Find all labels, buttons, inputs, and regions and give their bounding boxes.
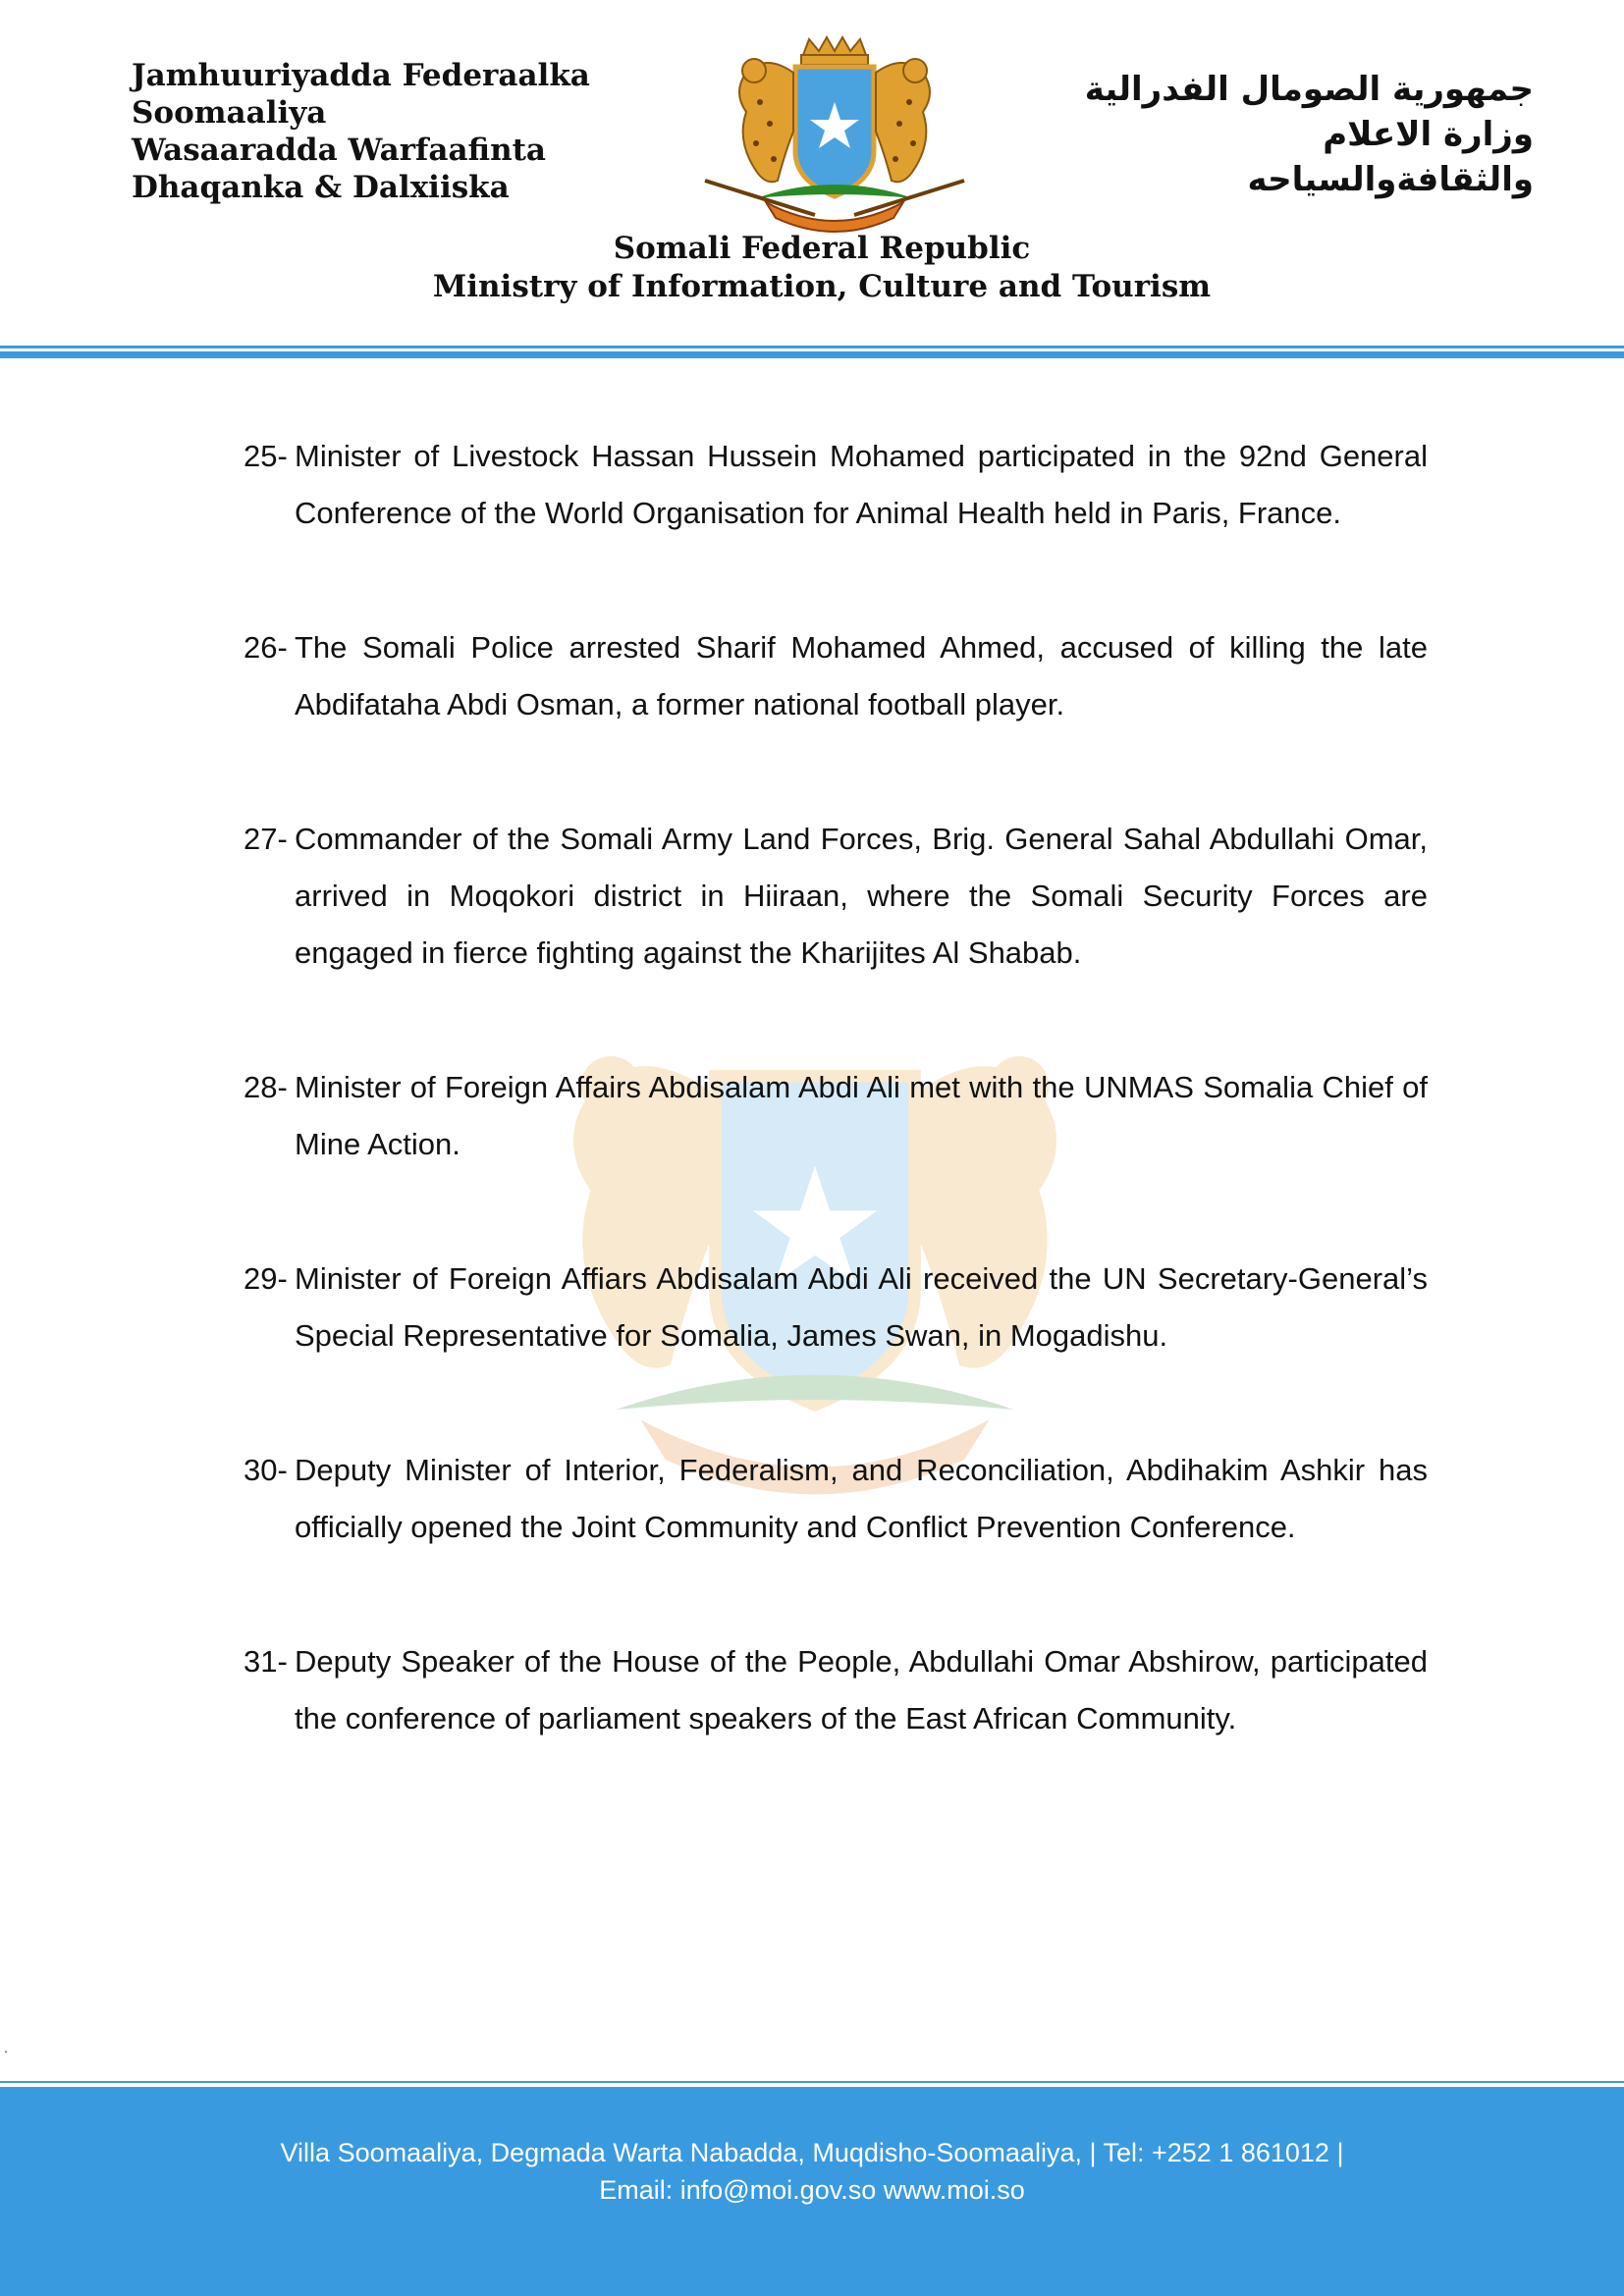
stray-mark: . [4,2040,8,2056]
footer [0,2087,1624,2296]
header-arabic-line: والثقافةوالسياحه [1247,160,1534,199]
header-divider [0,346,1624,348]
item-text: Deputy Speaker of the House of the People, Abdullahi Omar Abshirow, participated the conference of parliament speakers of the East African Community. [295,1644,1428,1735]
item-number: 26- [244,630,288,665]
item-text: Minister of Foreign Affairs Abdisalam Abdi Ali met with the UNMAS Somalia Chief of Mine Action. [295,1070,1428,1161]
item-number: 30- [244,1453,288,1487]
item-text: Minister of Foreign Affiars Abdisalam Abdi Ali received the UN Secretary-General’s Special Representative for Somalia, James Swan, in Mogadishu. [295,1261,1428,1353]
list-item [244,619,1428,733]
list-item [244,1251,1428,1364]
item-number: 27- [244,822,288,856]
item-number: 31- [244,1644,288,1679]
list-item [244,1633,1428,1747]
footer-divider [0,2081,1624,2083]
header-somali-line: Wasaaradda Warfaafinta [132,133,547,168]
list-item [244,811,1428,982]
list-item [244,1059,1428,1173]
list-item [244,1442,1428,1556]
coat-of-arms-icon [697,33,972,235]
item-text: Minister of Livestock Hassan Hussein Mohamed participated in the 92nd General Conference of the World Organisation for Animal Health held in Paris, France. [295,439,1428,530]
header-somali-line: Soomaaliya [132,95,327,131]
news-list [244,428,1428,1825]
item-text: Deputy Minister of Interior, Federalism, and Reconciliation, Abdihakim Ashkir has officially opened the Joint Community and Conflict Prevention Conference. [295,1453,1428,1544]
header-english-line: Somali Federal Republic [613,231,1031,266]
header-arabic-line: جمهورية الصومال الفدرالية [1084,70,1534,109]
footer-address: Villa Soomaaliya, Degmada Warta Nabadda, Muqdisho-Soomaaliya, | Tel: +252 1 861012 | [280,2138,1344,2167]
header-english-line: Ministry of Information, Culture and Tourism [432,269,1212,304]
item-text: The Somali Police arrested Sharif Mohamed Ahmed, accused of killing the late Abdifataha Abdi Osman, a former national football player. [295,630,1428,721]
item-text: Commander of the Somali Army Land Forces, Brig. General Sahal Abdullahi Omar, arrived in Moqokori district in Hiiraan, where the Somali Security Forces are engaged in fierce fighting against the Kharijites Al Shabab. [295,822,1428,970]
header-divider-thick [0,351,1624,358]
footer-contact: Email: info@moi.gov.so www.moi.so [599,2175,1025,2205]
list-item [244,428,1428,542]
header-somali-line: Dhaqanka & Dalxiiska [132,170,510,205]
header-somali-line: Jamhuuriyadda Federaalka [132,58,590,93]
header-english-title [0,230,1624,306]
item-number: 28- [244,1070,288,1104]
header-arabic-title [1043,67,1534,202]
item-number: 25- [244,439,288,473]
item-number: 29- [244,1261,288,1296]
header-somali-title [132,57,590,206]
header-arabic-line: وزارة الاعلام [1323,115,1534,154]
